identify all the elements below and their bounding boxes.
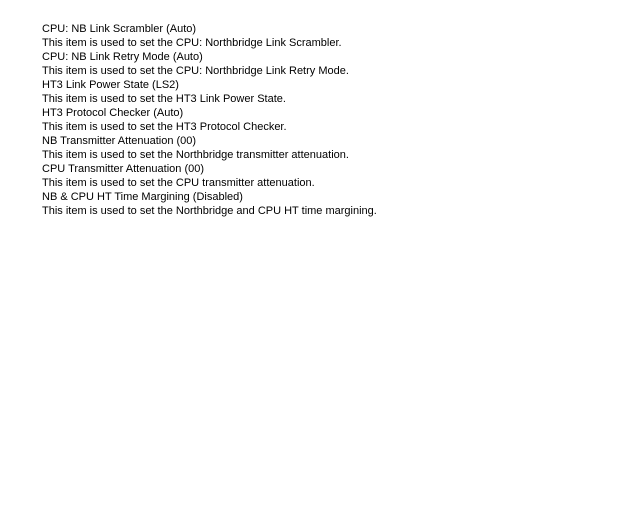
setting-description-ht3-protocol-checker: This item is used to set the HT3 Protocol Checker. bbox=[42, 121, 287, 133]
setting-description-ht-time-margining: This item is used to set the Northbridge and CPU HT time margining. bbox=[42, 205, 377, 217]
setting-title-ht3-protocol-checker: HT3 Protocol Checker (Auto) bbox=[42, 107, 184, 119]
settings-document bbox=[42, 22, 622, 218]
setting-description-ht3-link-power-state: This item is used to set the HT3 Link Power State. bbox=[42, 93, 286, 105]
setting-title-cpu-transmitter-attenuation: CPU Transmitter Attenuation (00) bbox=[42, 163, 205, 175]
setting-description-nb-transmitter-attenuation: This item is used to set the Northbridge transmitter attenuation. bbox=[42, 149, 349, 161]
setting-title-nb-transmitter-attenuation: NB Transmitter Attenuation (00) bbox=[42, 135, 197, 147]
setting-description-cpu-transmitter-attenuation: This item is used to set the CPU transmitter attenuation. bbox=[42, 177, 315, 189]
setting-description-nb-link-scrambler: This item is used to set the CPU: Northbridge Link Scrambler. bbox=[42, 37, 342, 49]
setting-description-nb-link-retry-mode: This item is used to set the CPU: Northbridge Link Retry Mode. bbox=[42, 65, 349, 77]
setting-title-nb-link-retry-mode: CPU: NB Link Retry Mode (Auto) bbox=[42, 51, 203, 63]
setting-title-ht3-link-power-state: HT3 Link Power State (LS2) bbox=[42, 79, 179, 91]
setting-title-nb-link-scrambler: CPU: NB Link Scrambler (Auto) bbox=[42, 23, 197, 35]
setting-title-ht-time-margining: NB & CPU HT Time Margining (Disabled) bbox=[42, 191, 243, 203]
